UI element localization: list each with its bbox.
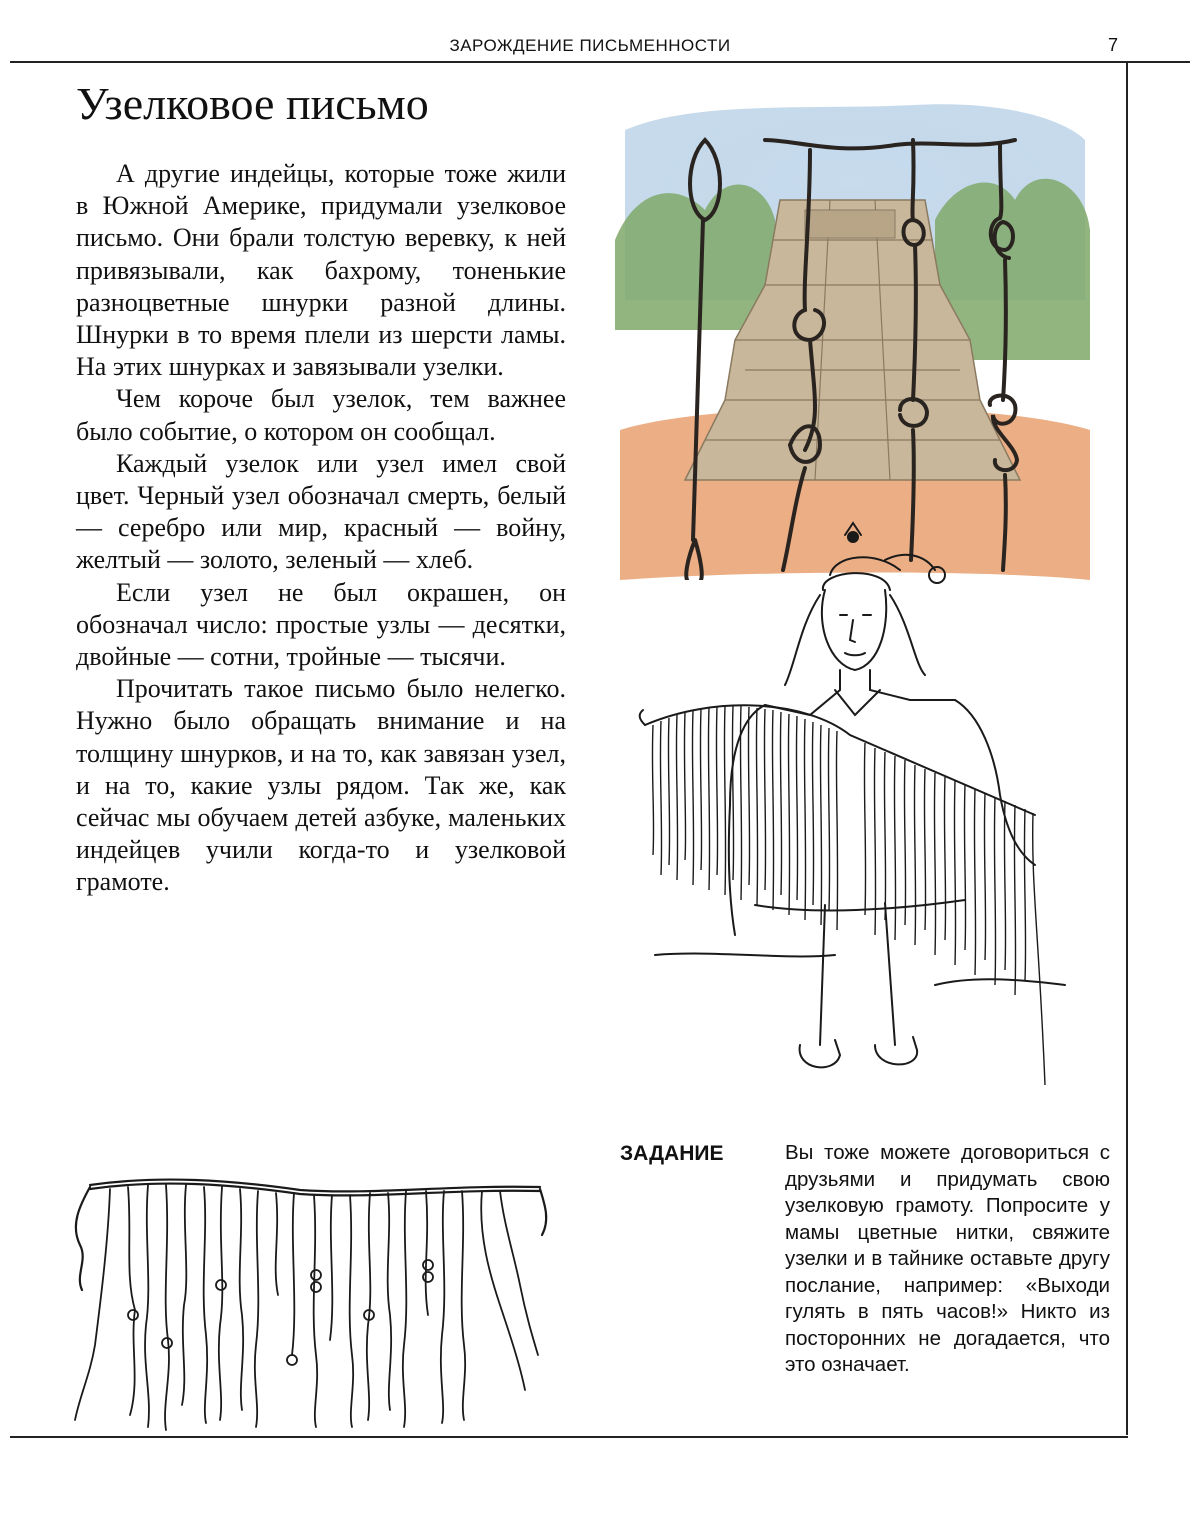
right-frame-rule [1126, 63, 1128, 1435]
quipu-illustration [70, 1165, 560, 1435]
page-number: 7 [1108, 35, 1119, 55]
inca-with-quipu-illustration [635, 515, 1075, 1105]
pyramid-knots-illustration [615, 100, 1095, 580]
paragraph-4: Если узел не был окрашен, он обозначал число: простые узлы — десятки, двойные — сотни, тройные — тысячи. [76, 577, 566, 672]
paragraph-1: А другие индейцы, которые тоже жили в Южной Америке, придумали узелковое письмо. Они брали толстую веревку, к ней привязывали, как бахрому, тоненькие разноцветные шнурки разной длины. Шнурки в то время плели из шерсти ламы. На этих шнурках и завязывали узелки. [76, 159, 566, 382]
paragraph-3: Каждый узелок или узел имел свой цвет. Черный узел обозначал смерть, белый — серебро или мир, красный — войну, желтый — золото, зеленый — хлеб. [76, 448, 566, 575]
running-header: ЗАРОЖДЕНИЕ ПИСЬМЕННОСТИ [449, 36, 731, 55]
article-title: Узелковое письмо [76, 78, 429, 129]
paragraph-5: Прочитать такое письмо было нелегко. Нужно было обращать внимание и на толщину шнурков, и на то, как завязан узел, и на то, какие узлы рядом. Так же, как сейчас мы обучаем детей азбуке, маленьких индейцев учили когда-то и узелковой грамоте. [76, 674, 566, 897]
article-body [76, 158, 566, 899]
bottom-rule [10, 1436, 1128, 1438]
task-label: ЗАДАНИЕ [620, 1142, 724, 1165]
task-text: Вы тоже можете договориться с друзьями и придумать свою узелковую грамоту. Попросите у мамы цветные нитки, свяжите узелки и в тайнике оставьте другу послание, например: «Выходи гулять в пять часов!» Никто из посторонних не догадается, что это означает. [785, 1141, 1110, 1376]
header-rule [10, 61, 1190, 63]
paragraph-2: Чем короче был узелок, тем важнее было событие, о котором он сообщал. [76, 384, 566, 446]
